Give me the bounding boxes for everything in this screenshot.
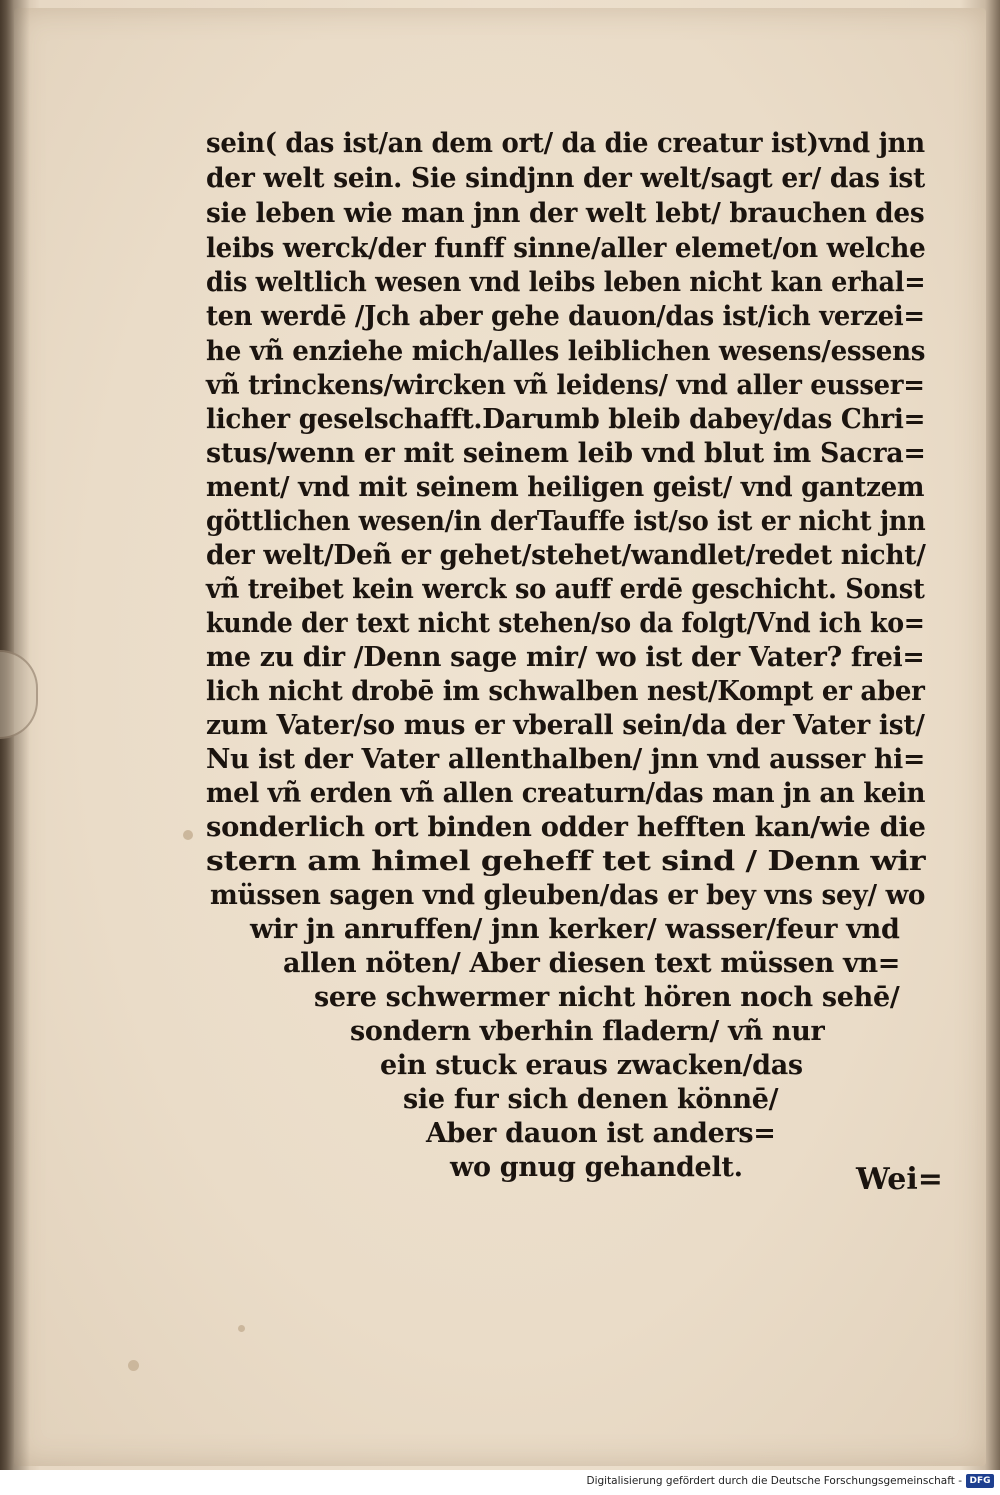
text-line: der welt sein. Sie sindjnn der welt/sagt er/ das ist <box>206 163 925 194</box>
text-line: ein stuck eraus zwacken/das <box>380 1050 803 1081</box>
text-line: wo gnug gehandelt. <box>450 1152 743 1183</box>
text-line: ten werdē /Jch aber gehe dauon/das ist/ich verzei= <box>206 301 925 332</box>
text-line: dis weltlich wesen vnd leibs leben nicht kan erhal= <box>206 267 926 298</box>
text-line: allen nöten/ Aber diesen text müssen vn= <box>283 948 901 979</box>
text-line: licher geselschafft.Darumb bleib dabey/das Chri= <box>206 404 926 435</box>
dfg-logo: DFG <box>966 1474 994 1488</box>
funding-credit: Digitalisierung gefördert durch die Deutsche Forschungsgemeinschaft - <box>586 1475 962 1487</box>
text-line: stus/wenn er mit seinem leib vnd blut im Sacra= <box>206 438 926 469</box>
text-line: me zu dir /Denn sage mir/ wo ist der Vater? frei= <box>206 642 925 673</box>
text-line: he vñ enziehe mich/alles leiblichen wesens/essens <box>206 336 926 367</box>
footer-bar <box>0 1470 1000 1495</box>
text-line: vñ treibet kein werck so auff erdē geschicht. Sonst <box>206 574 925 605</box>
text-line: sondern vberhin fladern/ vñ nur <box>350 1016 825 1047</box>
text-line: göttlichen wesen/in derTauffe ist/so ist er nicht jnn <box>206 506 926 537</box>
text-line: der welt/Deñ er gehet/stehet/wandlet/redet nicht/ <box>206 540 926 571</box>
text-line: Nu ist der Vater allenthalben/ jnn vnd ausser hi= <box>206 744 926 775</box>
text-line: Aber dauon ist anders= <box>426 1118 776 1149</box>
catchword: Wei= <box>856 1162 943 1197</box>
text-line: lich nicht drobē im schwalben nest/Kompt er aber <box>206 676 925 707</box>
text-line: müssen sagen vnd gleuben/das er bey vns sey/ wo <box>210 880 926 911</box>
text-line: sein( das ist/an dem ort/ da die creatur ist)vnd jnn <box>206 128 925 159</box>
text-line: leibs werck/der funff sinne/aller elemet/on welche <box>206 233 926 264</box>
text-line: sie leben wie man jnn der welt lebt/ brauchen des <box>206 198 925 229</box>
text-line: kunde der text nicht stehen/so da folgt/Vnd ich ko= <box>206 608 925 639</box>
text-line: sie fur sich denen könnē/ <box>403 1084 779 1115</box>
text-line: ment/ vnd mit seinem heiligen geist/ vnd gantzem <box>206 472 925 503</box>
text-line: sonderlich ort binden odder hefften kan/wie die <box>206 812 926 843</box>
text-line: vñ trinckens/wircken vñ leidens/ vnd aller eusser= <box>206 370 925 401</box>
text-line: zum Vater/so mus er vberall sein/da der Vater ist/ <box>206 710 925 741</box>
text-line: mel vñ erden vñ allen creaturn/das man jn an kein <box>206 778 926 809</box>
text-line: sere schwermer nicht hören noch sehē/ <box>314 982 900 1013</box>
text-line: stern am himel geheff tet sind / Denn wir <box>206 846 926 877</box>
text-line: wir jn anruffen/ jnn kerker/ wasser/feur vnd <box>250 914 900 945</box>
